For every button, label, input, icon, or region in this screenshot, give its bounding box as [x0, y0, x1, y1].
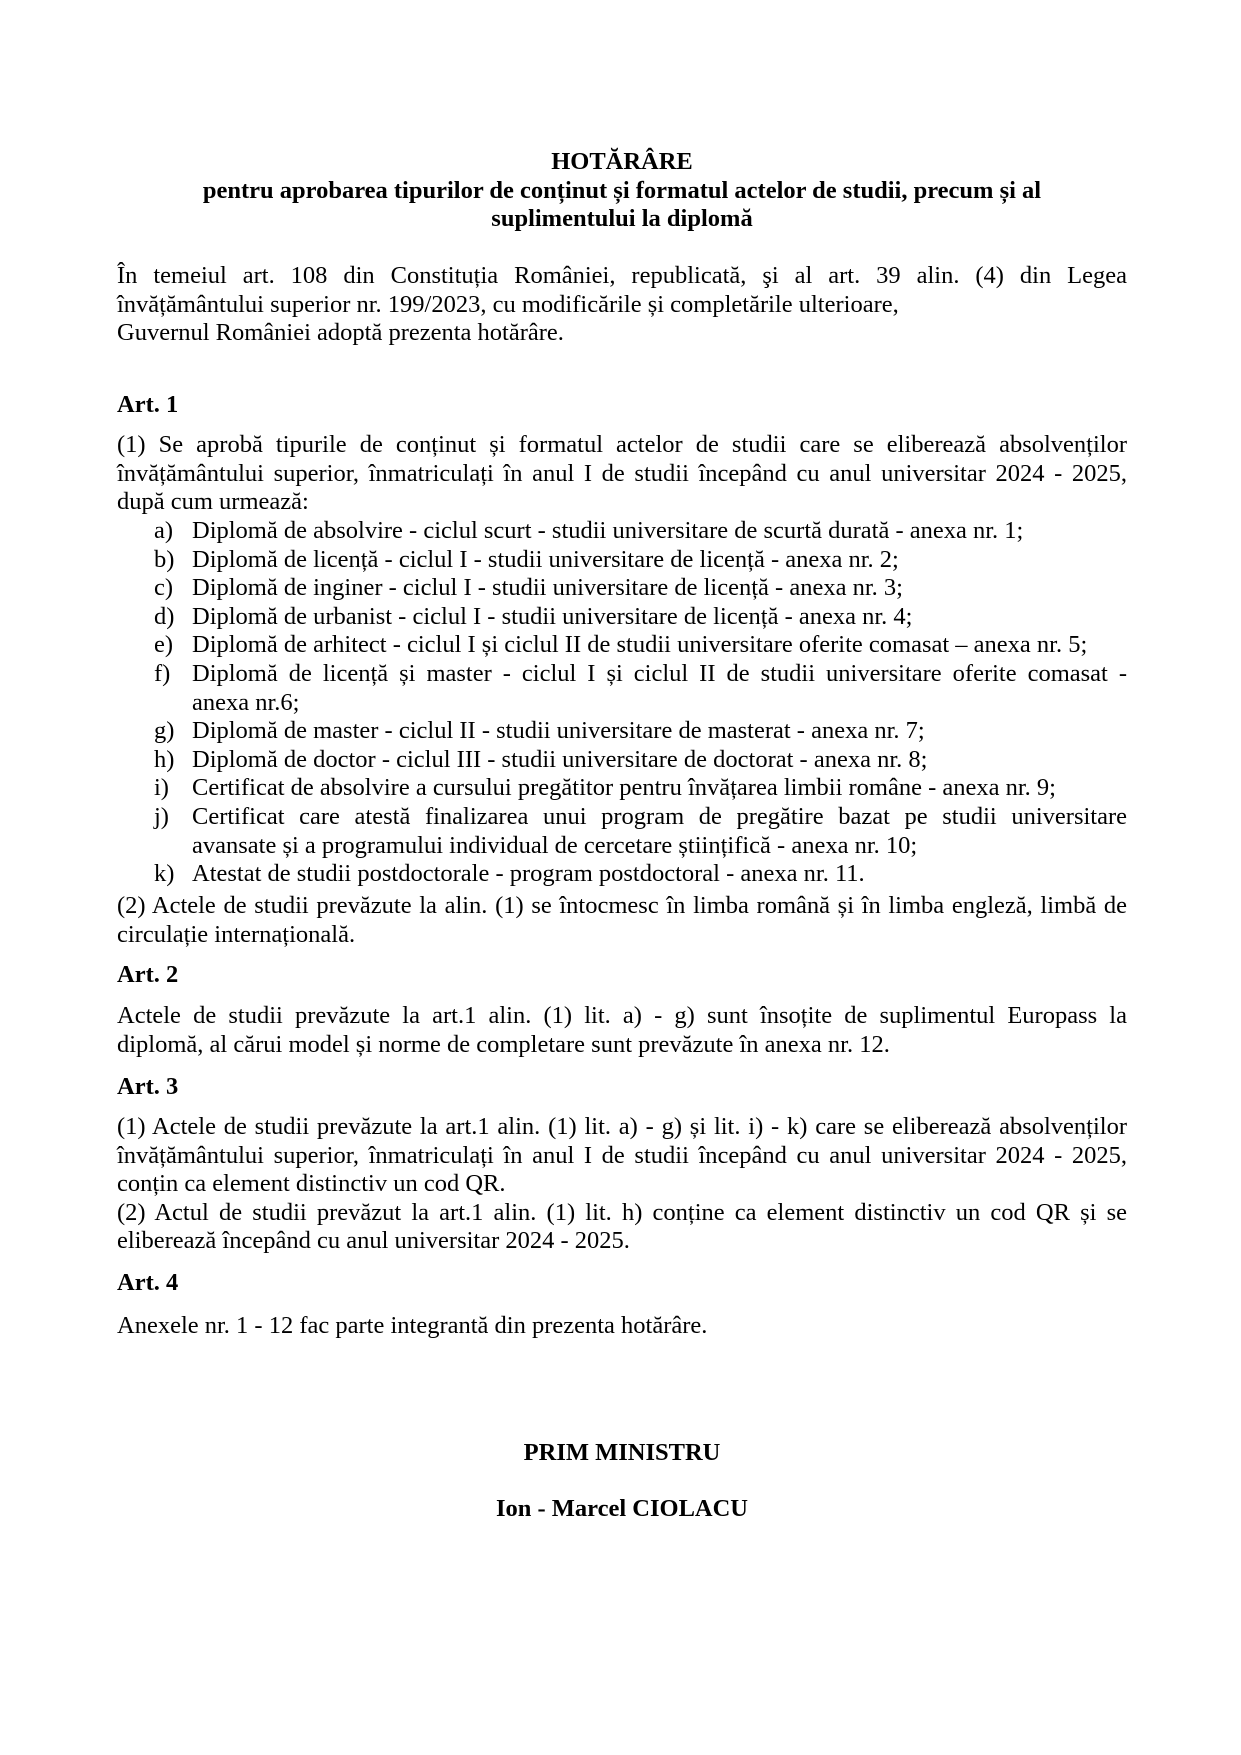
paragraph-line: Anexele nr. 1 - 12 fac parte integrantă din prezenta hotărâre.: [117, 1312, 708, 1339]
paragraph-line: (1) Se aprobă tipurile de conținut și formatul actelor de studii care se eliberează absolvenților: [117, 431, 1127, 458]
list-item-e: [117, 631, 1127, 660]
list-text: Diplomă de inginer - ciclul I - studii universitare de licență - anexa nr. 3;: [192, 574, 903, 602]
art2-paragraph: [117, 1002, 1127, 1059]
list-text: Diplomă de absolvire - ciclul scurt - studii universitare de scurtă durată - anexa nr. 1;: [192, 517, 1024, 544]
list-label: d): [154, 602, 175, 630]
art1-heading: Art. 1: [117, 391, 179, 418]
list-label: j): [154, 802, 169, 830]
art1-paragraph-2: [117, 892, 1127, 949]
list-item-i: [117, 774, 1127, 803]
art4-paragraph: [117, 1312, 1127, 1341]
list-item-d: [117, 603, 1127, 632]
list-text: Atestat de studii postdoctorale - program postdoctoral - anexa nr. 11.: [192, 860, 865, 888]
paragraph-line: după cum urmează:: [117, 488, 309, 516]
list-label: k): [154, 860, 175, 888]
paragraph-line: (1) Actele de studii prevăzute la art.1 alin. (1) lit. a) - g) și lit. i) - k) care se eliberează absolvenților: [117, 1113, 1127, 1140]
preamble-line: Guvernul României adoptă prezenta hotărâre.: [117, 319, 564, 347]
list-text: Diplomă de urbanist - ciclul I - studii universitare de licență - anexa nr. 4;: [192, 602, 913, 630]
document-title: HOTĂRÂRE: [551, 148, 693, 175]
paragraph-line: Actele de studii prevăzute la art.1 alin. (1) lit. a) - g) sunt însoțite de suplimentul Europass la: [117, 1002, 1127, 1029]
list-item-f: [117, 660, 1127, 689]
list-text: Diplomă de doctor - ciclul III - studii universitare de doctorat - anexa nr. 8;: [192, 745, 928, 773]
paragraph-line: învățământului superior, înmatriculați în anul I de studii începând cu anul universitar 2024 - 2025,: [117, 1141, 1127, 1169]
list-text: Certificat care atestă finalizarea unui program de pregătire bazat pe studii universitare: [192, 802, 1127, 830]
list-item-j-continuation: avansate și a programului individual de cercetare științifică - anexa nr. 10;: [192, 831, 918, 859]
list-item-f-continuation: anexa nr.6;: [192, 688, 300, 716]
art1-paragraph-1: [117, 431, 1127, 517]
document-subtitle-line: suplimentului la diplomă: [491, 205, 753, 233]
list-item-b: [117, 546, 1127, 575]
list-text: Diplomă de licență și master - ciclul I și ciclul II de studii universitare oferite comasat -: [192, 659, 1127, 687]
art3-paragraph: [117, 1113, 1127, 1256]
preamble-line: În temeiul art. 108 din Constituția României, republicată, şi al art. 39 alin. (4) din Legea: [117, 262, 1127, 289]
list-label: g): [154, 717, 175, 745]
paragraph-line: eliberează începând cu anul universitar 2024 - 2025.: [117, 1227, 630, 1255]
list-text: Diplomă de licență - ciclul I - studii universitare de licență - anexa nr. 2;: [192, 545, 899, 573]
preamble: [117, 262, 1127, 348]
list-label: c): [154, 574, 174, 602]
art2-heading: Art. 2: [117, 961, 179, 988]
preamble-line: învățământului superior nr. 199/2023, cu modificările și completările ulterioare,: [117, 290, 899, 318]
document-header: [117, 148, 1127, 234]
paragraph-line: conțin ca element distinctiv un cod QR.: [117, 1170, 506, 1198]
list-item-h: [117, 746, 1127, 775]
signature-role: PRIM MINISTRU: [523, 1439, 721, 1466]
paragraph-line: (2) Actul de studii prevăzut la art.1 alin. (1) lit. h) conține ca element distinctiv un cod QR și se: [117, 1198, 1127, 1226]
art3-heading: Art. 3: [117, 1073, 179, 1100]
list-label: a): [154, 517, 174, 544]
list-text: Diplomă de master - ciclul II - studii universitare de masterat - anexa nr. 7;: [192, 717, 925, 745]
list-label: b): [154, 545, 175, 573]
paragraph-line: diplomă, al cărui model și norme de completare sunt prevăzute în anexa nr. 12.: [117, 1030, 890, 1058]
art4-heading: Art. 4: [117, 1269, 179, 1296]
list-label: i): [154, 774, 169, 802]
list-text: Diplomă de arhitect - ciclul I și ciclul II de studii universitare oferite comasat – anexa nr. 5;: [192, 631, 1088, 659]
list-item-c: [117, 574, 1127, 603]
paragraph-line: (2) Actele de studii prevăzute la alin. (1) se întocmesc în limba română și în limba engleză, limbă de: [117, 892, 1127, 919]
signature-name: Ion - Marcel CIOLACU: [495, 1495, 748, 1522]
paragraph-line: circulație internațională.: [117, 920, 356, 948]
list-item-a: [117, 517, 1127, 546]
list-label: e): [154, 631, 174, 659]
list-item-k: [117, 860, 1127, 889]
art1-list: [117, 517, 1127, 889]
document-subtitle-line: pentru aprobarea tipurilor de conținut și formatul actelor de studii, precum și al: [202, 176, 1042, 204]
paragraph-line: învățământului superior, înmatriculați în anul I de studii începând cu anul universitar 2024 - 2025,: [117, 459, 1127, 487]
list-label: h): [154, 745, 175, 773]
list-item-j: [117, 803, 1127, 832]
list-item-g: [117, 717, 1127, 746]
list-text: Certificat de absolvire a cursului pregătitor pentru învățarea limbii române - anexa nr. 9;: [192, 774, 1056, 802]
list-label: f): [154, 659, 171, 687]
